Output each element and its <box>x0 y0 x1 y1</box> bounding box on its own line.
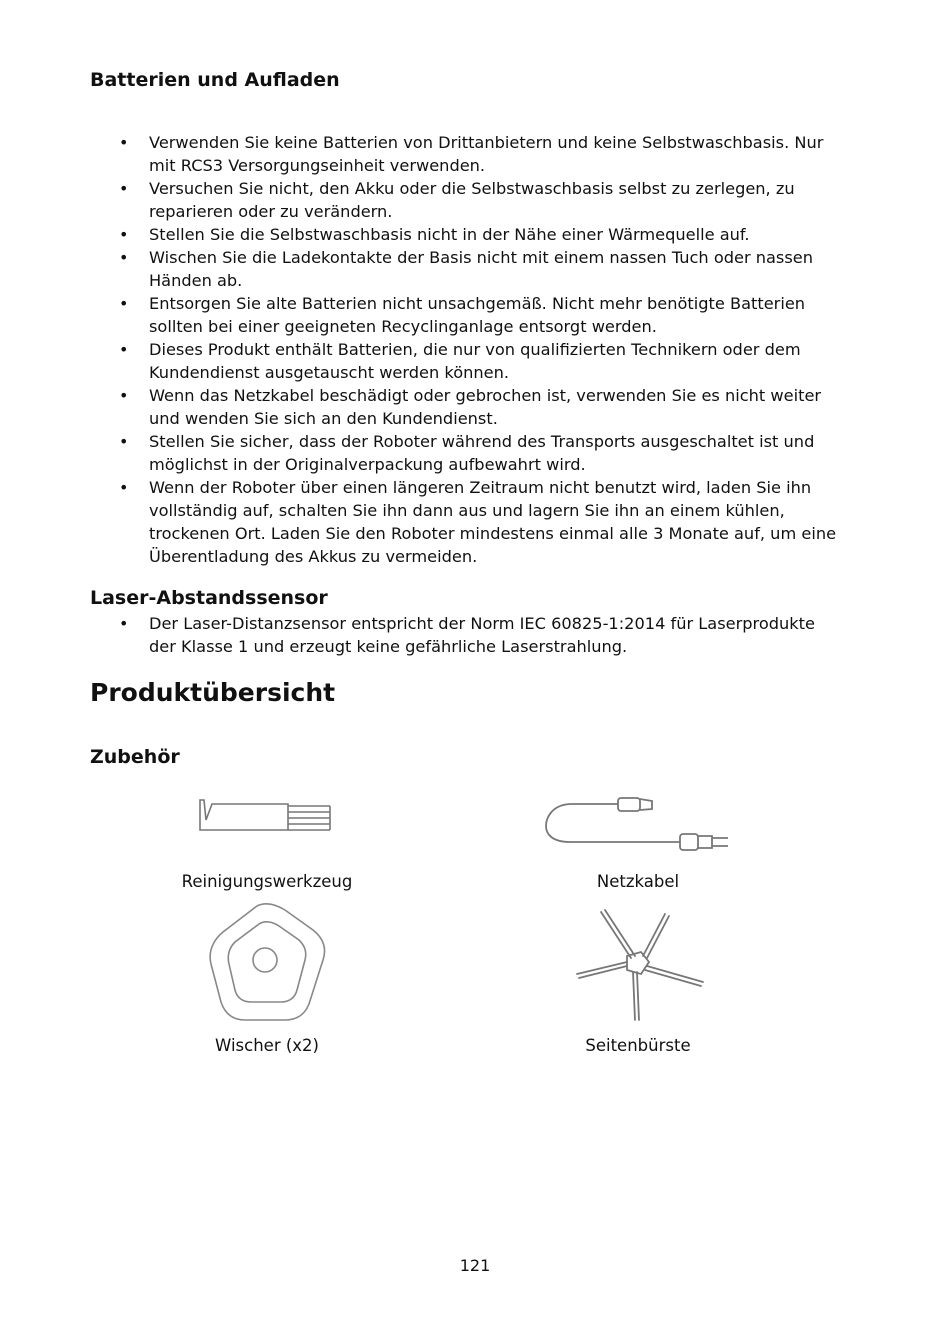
list-item: • Wenn der Roboter über einen längeren Zeitraum nicht benutzt wird, laden Sie ihn vollständig auf, schalten Sie ihn dann aus und lagern Sie ihn an einem kühlen, trockenen Ort. Laden Sie den Roboter mindestens einmal alle 3 Monate auf, um eine Überentladung des Akkus zu vermeiden. <box>0 476 839 568</box>
list-item: • Der Laser-Distanzsensor entspricht der Norm IEC 60825-1:2014 für Laserprodukte der Klasse 1 und erzeugt keine gefährliche Laserstrahlung. <box>0 612 839 658</box>
section-heading-batteries: Batterien und Aufladen <box>90 69 340 91</box>
list-item: • Stellen Sie sicher, dass der Roboter während des Transports ausgeschaltet ist und möglichst in der Originalverpackung aufbewahrt wird. <box>0 430 839 476</box>
list-item: • Wenn das Netzkabel beschädigt oder gebrochen ist, verwenden Sie es nicht weiter und wenden Sie sich an den Kundendienst. <box>0 384 839 430</box>
accessory-label: Seitenbürste <box>585 1036 691 1055</box>
list-item: • Dieses Produkt enthält Batterien, die nur von qualifizierten Technikern oder dem Kundendienst ausgetauscht werden können. <box>0 338 839 384</box>
section-heading-accessories: Zubehör <box>90 746 180 768</box>
accessory-label: Wischer (x2) <box>215 1036 319 1055</box>
battery-bullet-list <box>0 131 950 568</box>
cleaning-tool-icon <box>190 790 340 845</box>
accessory-label: Netzkabel <box>596 872 680 891</box>
power-cable-icon <box>540 772 735 872</box>
side-brush-icon <box>565 900 715 1030</box>
mop-pad-icon <box>205 898 330 1026</box>
list-item: • Verwenden Sie keine Batterien von Drittanbietern und keine Selbstwaschbasis. Nur mit RCS3 Versorgungseinheit verwenden. <box>0 131 839 177</box>
list-item: • Versuchen Sie nicht, den Akku oder die Selbstwaschbasis selbst zu zerlegen, zu reparieren oder zu verändern. <box>0 177 839 223</box>
accessory-label: Reinigungswerkzeug <box>181 872 353 891</box>
page-title: Produktübersicht <box>90 678 336 707</box>
list-item: • Wischen Sie die Ladekontakte der Basis nicht mit einem nassen Tuch oder nassen Händen ab. <box>0 246 839 292</box>
laser-bullet-list <box>0 612 950 658</box>
list-item: • Stellen Sie die Selbstwaschbasis nicht in der Nähe einer Wärmequelle auf. <box>0 223 839 246</box>
section-heading-laser: Laser-Abstandssensor <box>90 587 328 609</box>
page-number: 121 <box>459 1256 491 1275</box>
list-item: • Entsorgen Sie alte Batterien nicht unsachgemäß. Nicht mehr benötigte Batterien sollten bei einer geeigneten Recyclinganlage entsorgt werden. <box>0 292 839 338</box>
